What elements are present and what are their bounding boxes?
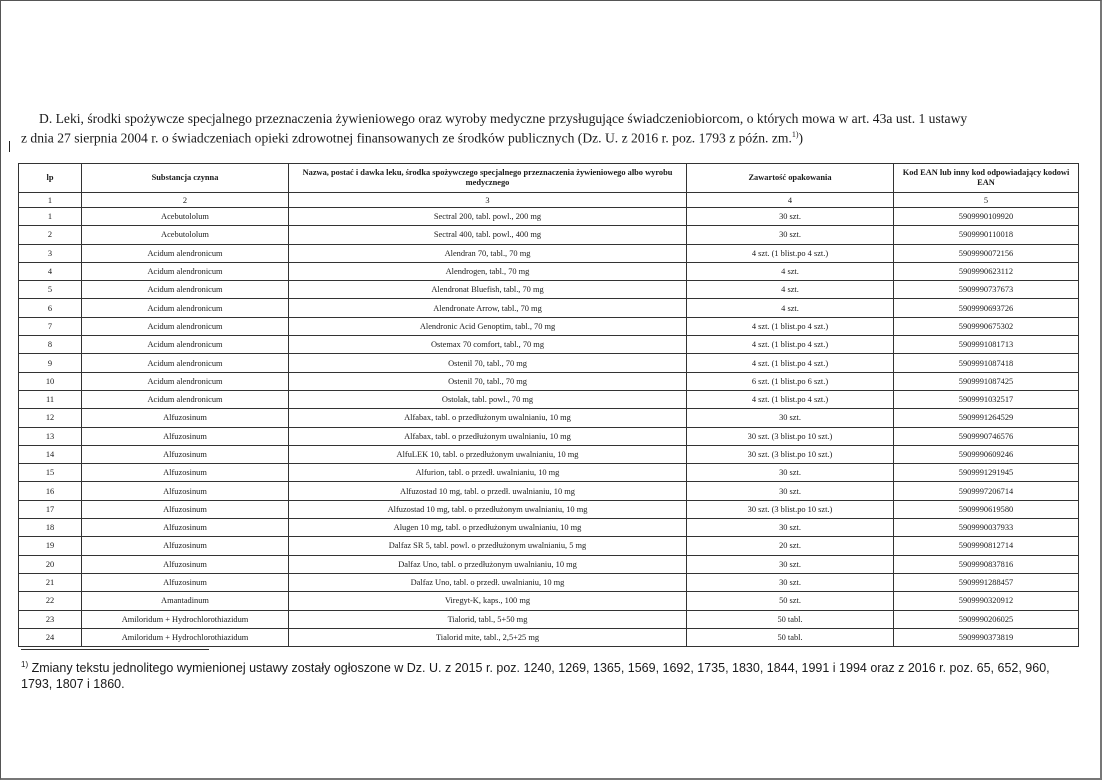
cell-package: 4 szt. (1 blist.po 4 szt.) bbox=[687, 317, 894, 335]
cell-package: 30 szt. bbox=[687, 208, 894, 226]
cell-ean: 5909990110018 bbox=[894, 226, 1079, 244]
cell-ean: 5909990320912 bbox=[894, 592, 1079, 610]
cell-substance: Alfuzosinum bbox=[82, 464, 289, 482]
cell-package: 50 tabl. bbox=[687, 628, 894, 646]
cell-package: 30 szt. bbox=[687, 482, 894, 500]
cell-name: Dalfaz SR 5, tabl. powl. o przedłużonym uwalnianiu, 5 mg bbox=[289, 537, 687, 555]
cell-substance: Acidum alendronicum bbox=[82, 390, 289, 408]
footnote-marker: 1) bbox=[21, 660, 29, 669]
cell-package: 4 szt. bbox=[687, 262, 894, 280]
cell-name: Alugen 10 mg, tabl. o przedłużonym uwalnianiu, 10 mg bbox=[289, 519, 687, 537]
cell-ean: 5909991032517 bbox=[894, 390, 1079, 408]
cell-ean: 5909991264529 bbox=[894, 409, 1079, 427]
heading-footnote-ref[interactable]: 1) bbox=[791, 130, 799, 139]
cell-package: 4 szt. (1 blist.po 4 szt.) bbox=[687, 390, 894, 408]
cell-lp: 24 bbox=[19, 628, 82, 646]
cell-name: Alendronate Arrow, tabl., 70 mg bbox=[289, 299, 687, 317]
table-row bbox=[19, 482, 1079, 500]
heading-line-1: D. Leki, środki spożywcze specjalnego przeznaczenia żywieniowego oraz wyroby medyczne przysługujące świadczeniobiorcom, o których mowa w art. 43a ust. 1 ustawy bbox=[39, 111, 968, 126]
cell-lp: 14 bbox=[19, 445, 82, 463]
table-row bbox=[19, 628, 1079, 646]
table-body bbox=[19, 208, 1079, 647]
cell-name: Ostemax 70 comfort, tabl., 70 mg bbox=[289, 336, 687, 354]
cell-name: Alendran 70, tabl., 70 mg bbox=[289, 244, 687, 262]
cell-substance: Acidum alendronicum bbox=[82, 317, 289, 335]
cell-name: Alfabax, tabl. o przedłużonym uwalnianiu, 10 mg bbox=[289, 409, 687, 427]
cell-package: 4 szt. (1 blist.po 4 szt.) bbox=[687, 336, 894, 354]
cell-ean: 5909997206714 bbox=[894, 482, 1079, 500]
cell-substance: Acebutololum bbox=[82, 226, 289, 244]
cell-name: Alfuzostad 10 mg, tabl. o przedł. uwalnianiu, 10 mg bbox=[289, 482, 687, 500]
cell-substance: Alfuzosinum bbox=[82, 427, 289, 445]
cell-package: 50 tabl. bbox=[687, 610, 894, 628]
column-number: 4 bbox=[687, 193, 894, 208]
table-row bbox=[19, 208, 1079, 226]
cell-package: 30 szt. (3 blist.po 10 szt.) bbox=[687, 445, 894, 463]
cell-substance: Amiloridum + Hydrochlorothiazidum bbox=[82, 628, 289, 646]
cell-lp: 20 bbox=[19, 555, 82, 573]
cell-ean: 5909990837816 bbox=[894, 555, 1079, 573]
cell-ean: 5909991288457 bbox=[894, 573, 1079, 591]
table-row bbox=[19, 610, 1079, 628]
document-heading bbox=[21, 111, 1061, 147]
cell-ean: 5909990619580 bbox=[894, 500, 1079, 518]
cell-name: Alendronic Acid Genoptim, tabl., 70 mg bbox=[289, 317, 687, 335]
column-number: 2 bbox=[82, 193, 289, 208]
cell-lp: 7 bbox=[19, 317, 82, 335]
cell-lp: 12 bbox=[19, 409, 82, 427]
cell-substance: Alfuzosinum bbox=[82, 519, 289, 537]
cell-substance: Acebutololum bbox=[82, 208, 289, 226]
cell-lp: 9 bbox=[19, 354, 82, 372]
table-row bbox=[19, 336, 1079, 354]
footnote bbox=[21, 657, 1081, 692]
cell-substance: Amantadinum bbox=[82, 592, 289, 610]
cell-lp: 4 bbox=[19, 262, 82, 280]
cell-package: 20 szt. bbox=[687, 537, 894, 555]
header-lp: lp bbox=[19, 164, 82, 193]
cell-lp: 19 bbox=[19, 537, 82, 555]
cell-name: Dalfaz Uno, tabl. o przedł. uwalnianiu, 10 mg bbox=[289, 573, 687, 591]
cell-name: Tialorid, tabl., 5+50 mg bbox=[289, 610, 687, 628]
table-row bbox=[19, 354, 1079, 372]
header-ean: Kod EAN lub inny kod odpowiadający kodowi EAN bbox=[894, 164, 1079, 193]
table-row bbox=[19, 592, 1079, 610]
cell-package: 4 szt. bbox=[687, 281, 894, 299]
cell-ean: 5909990746576 bbox=[894, 427, 1079, 445]
cell-lp: 22 bbox=[19, 592, 82, 610]
column-number: 5 bbox=[894, 193, 1079, 208]
cell-name: Alendronat Bluefish, tabl., 70 mg bbox=[289, 281, 687, 299]
cell-lp: 10 bbox=[19, 372, 82, 390]
table-header-row bbox=[19, 164, 1079, 193]
cell-ean: 5909990737673 bbox=[894, 281, 1079, 299]
footnote-separator bbox=[21, 649, 209, 650]
column-number: 3 bbox=[289, 193, 687, 208]
heading-line-2-text: z dnia 27 sierpnia 2004 r. o świadczeniach opieki zdrowotnej finansowanych ze środków publicznych (Dz. U. z 2016 r. poz. 1793 z późn. zm. bbox=[21, 130, 792, 146]
cell-name: Alendrogen, tabl., 70 mg bbox=[289, 262, 687, 280]
table-row bbox=[19, 372, 1079, 390]
cell-substance: Acidum alendronicum bbox=[82, 244, 289, 262]
cell-lp: 11 bbox=[19, 390, 82, 408]
cell-name: Viregyt-K, kaps., 100 mg bbox=[289, 592, 687, 610]
cell-package: 30 szt. (3 blist.po 10 szt.) bbox=[687, 500, 894, 518]
header-name: Nazwa, postać i dawka leku, środka spożywczego specjalnego przeznaczenia żywieniowego albo wyrobu medycznego bbox=[289, 164, 687, 193]
table-row bbox=[19, 464, 1079, 482]
heading-line-2-end: ) bbox=[798, 130, 804, 146]
cell-substance: Alfuzosinum bbox=[82, 409, 289, 427]
cell-lp: 3 bbox=[19, 244, 82, 262]
cell-ean: 5909990623112 bbox=[894, 262, 1079, 280]
cell-lp: 5 bbox=[19, 281, 82, 299]
cell-substance: Amiloridum + Hydrochlorothiazidum bbox=[82, 610, 289, 628]
cell-substance: Acidum alendronicum bbox=[82, 354, 289, 372]
table-row bbox=[19, 281, 1079, 299]
cell-package: 30 szt. bbox=[687, 226, 894, 244]
cell-lp: 8 bbox=[19, 336, 82, 354]
cell-package: 6 szt. (1 blist.po 6 szt.) bbox=[687, 372, 894, 390]
cell-name: Tialorid mite, tabl., 2,5+25 mg bbox=[289, 628, 687, 646]
cell-ean: 5909990109920 bbox=[894, 208, 1079, 226]
table-row bbox=[19, 427, 1079, 445]
cell-lp: 16 bbox=[19, 482, 82, 500]
cell-package: 30 szt. bbox=[687, 573, 894, 591]
cell-substance: Alfuzosinum bbox=[82, 573, 289, 591]
cell-name: AlfuLEK 10, tabl. o przedłużonym uwalnianiu, 10 mg bbox=[289, 445, 687, 463]
cell-lp: 15 bbox=[19, 464, 82, 482]
cell-package: 30 szt. bbox=[687, 555, 894, 573]
cell-substance: Alfuzosinum bbox=[82, 445, 289, 463]
cell-ean: 5909991087425 bbox=[894, 372, 1079, 390]
cell-lp: 17 bbox=[19, 500, 82, 518]
cell-substance: Alfuzosinum bbox=[82, 482, 289, 500]
cell-lp: 18 bbox=[19, 519, 82, 537]
cell-name: Dalfaz Uno, tabl. o przedłużonym uwalnianiu, 10 mg bbox=[289, 555, 687, 573]
cell-ean: 5909990206025 bbox=[894, 610, 1079, 628]
table-row bbox=[19, 573, 1079, 591]
cell-substance: Acidum alendronicum bbox=[82, 336, 289, 354]
cell-package: 30 szt. (3 blist.po 10 szt.) bbox=[687, 427, 894, 445]
cell-lp: 1 bbox=[19, 208, 82, 226]
cell-ean: 5909990675302 bbox=[894, 317, 1079, 335]
table-row bbox=[19, 226, 1079, 244]
cell-lp: 23 bbox=[19, 610, 82, 628]
cell-name: Alfuzostad 10 mg, tabl. o przedłużonym uwalnianiu, 10 mg bbox=[289, 500, 687, 518]
cell-name: Alfurion, tabl. o przedł. uwalnianiu, 10 mg bbox=[289, 464, 687, 482]
cell-package: 30 szt. bbox=[687, 464, 894, 482]
cell-substance: Acidum alendronicum bbox=[82, 299, 289, 317]
cell-substance: Alfuzosinum bbox=[82, 500, 289, 518]
footnote-text: Zmiany tekstu jednolitego wymienionej ustawy zostały ogłoszone w Dz. U. z 2015 r. poz. 1240, 1269, 1365, 1569, 1692, 1735, 1830, 1844, 1991 i 1994 oraz z 2016 r. poz. 65, 652, 960, 1793, 1807 i 1860. bbox=[21, 661, 1050, 692]
table-row bbox=[19, 317, 1079, 335]
cell-ean: 5909990693726 bbox=[894, 299, 1079, 317]
cell-ean: 5909991087418 bbox=[894, 354, 1079, 372]
cell-ean: 5909991081713 bbox=[894, 336, 1079, 354]
column-number: 1 bbox=[19, 193, 82, 208]
cell-ean: 5909990072156 bbox=[894, 244, 1079, 262]
header-substance: Substancja czynna bbox=[82, 164, 289, 193]
cell-name: Sectral 200, tabl. powl., 200 mg bbox=[289, 208, 687, 226]
cell-lp: 13 bbox=[19, 427, 82, 445]
cell-ean: 5909991291945 bbox=[894, 464, 1079, 482]
drugs-table bbox=[18, 163, 1079, 647]
table-row bbox=[19, 299, 1079, 317]
header-package: Zawartość opakowania bbox=[687, 164, 894, 193]
table-row bbox=[19, 445, 1079, 463]
cell-lp: 2 bbox=[19, 226, 82, 244]
cell-name: Alfabax, tabl. o przedłużonym uwalnianiu, 10 mg bbox=[289, 427, 687, 445]
cell-package: 4 szt. bbox=[687, 299, 894, 317]
cell-substance: Alfuzosinum bbox=[82, 555, 289, 573]
cell-name: Sectral 400, tabl. powl., 400 mg bbox=[289, 226, 687, 244]
table-row bbox=[19, 537, 1079, 555]
cell-package: 30 szt. bbox=[687, 409, 894, 427]
table-row bbox=[19, 409, 1079, 427]
cell-package: 30 szt. bbox=[687, 519, 894, 537]
cell-substance: Acidum alendronicum bbox=[82, 262, 289, 280]
cell-package: 50 szt. bbox=[687, 592, 894, 610]
cell-ean: 5909990609246 bbox=[894, 445, 1079, 463]
table-row bbox=[19, 500, 1079, 518]
cell-name: Ostenil 70, tabl., 70 mg bbox=[289, 372, 687, 390]
cell-substance: Alfuzosinum bbox=[82, 537, 289, 555]
cell-ean: 5909990037933 bbox=[894, 519, 1079, 537]
heading-line-2 bbox=[21, 127, 1061, 147]
cell-name: Ostolak, tabl. powl., 70 mg bbox=[289, 390, 687, 408]
table-row bbox=[19, 555, 1079, 573]
cell-package: 4 szt. (1 blist.po 4 szt.) bbox=[687, 244, 894, 262]
cell-lp: 6 bbox=[19, 299, 82, 317]
table-row bbox=[19, 390, 1079, 408]
column-number-row bbox=[19, 193, 1079, 208]
table-row bbox=[19, 519, 1079, 537]
cell-ean: 5909990812714 bbox=[894, 537, 1079, 555]
table-row bbox=[19, 262, 1079, 280]
cell-substance: Acidum alendronicum bbox=[82, 281, 289, 299]
text-cursor bbox=[9, 141, 10, 152]
cell-name: Ostenil 70, tabl., 70 mg bbox=[289, 354, 687, 372]
cell-substance: Acidum alendronicum bbox=[82, 372, 289, 390]
table-row bbox=[19, 244, 1079, 262]
cell-ean: 5909990373819 bbox=[894, 628, 1079, 646]
cell-lp: 21 bbox=[19, 573, 82, 591]
cell-package: 4 szt. (1 blist.po 4 szt.) bbox=[687, 354, 894, 372]
